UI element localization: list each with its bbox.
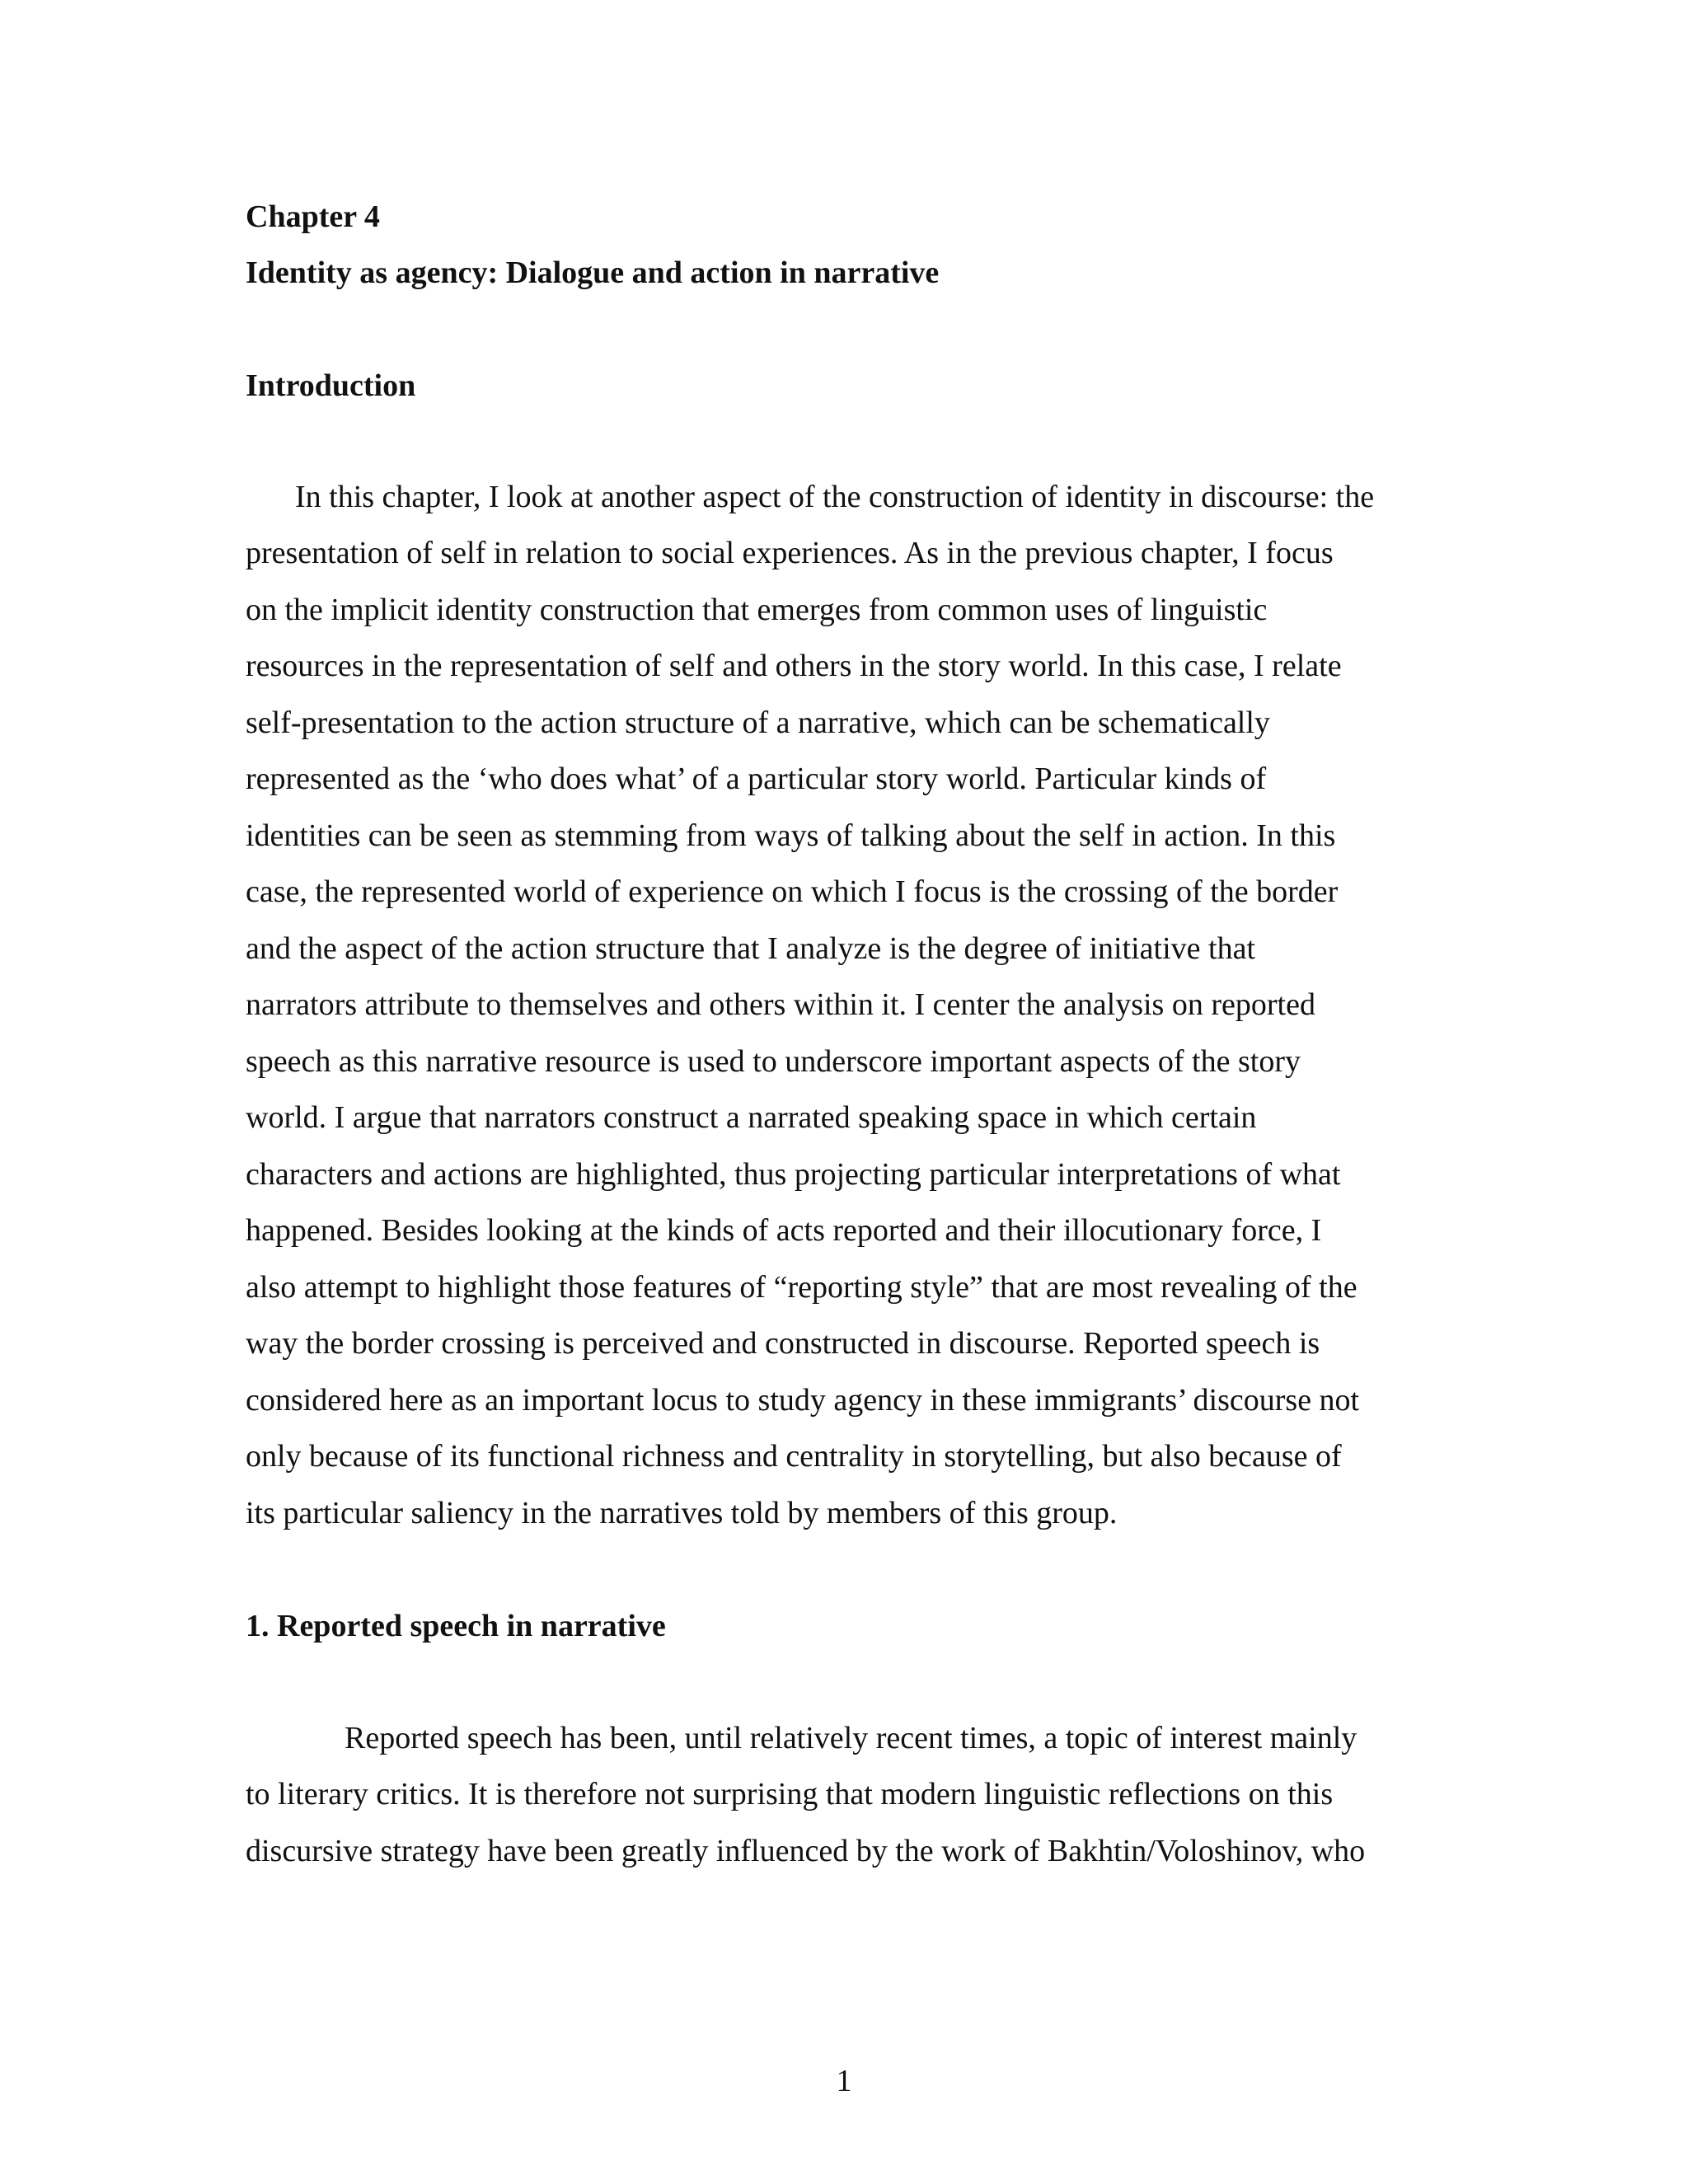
paragraph-line: its particular saliency in the narratives told by members of this group. xyxy=(246,1496,1118,1530)
paragraph-line: case, the represented world of experience on which I focus is the crossing of the border xyxy=(246,874,1339,909)
paragraph-line: self-presentation to the action structure of a narrative, which can be schematically xyxy=(246,705,1270,740)
paragraph-line: In this chapter, I look at another aspect of the construction of identity in discourse: the xyxy=(295,480,1375,514)
introduction-heading: Introduction xyxy=(246,368,416,403)
paragraph-line: narrators attribute to themselves and others within it. I center the analysis on reported xyxy=(246,987,1315,1022)
paragraph-line: Reported speech has been, until relatively recent times, a topic of interest mainly xyxy=(345,1721,1357,1755)
chapter-number: Chapter 4 xyxy=(246,199,380,234)
paragraph-line: speech as this narrative resource is used to underscore important aspects of the story xyxy=(246,1044,1301,1079)
paragraph-line: on the implicit identity construction that emerges from common uses of linguistic xyxy=(246,593,1268,627)
paragraph-line: way the border crossing is perceived and constructed in discourse. Reported speech is xyxy=(246,1326,1320,1361)
paragraph-line: and the aspect of the action structure that I analyze is the degree of initiative that xyxy=(246,931,1255,966)
section-heading: 1. Reported speech in narrative xyxy=(246,1609,666,1643)
paragraph-line: identities can be seen as stemming from ways of talking about the self in action. In this xyxy=(246,818,1336,853)
paragraph-line: characters and actions are highlighted, thus projecting particular interpretations of what xyxy=(246,1157,1341,1192)
paragraph-line: represented as the ‘who does what’ of a particular story world. Particular kinds of xyxy=(246,762,1267,796)
paragraph-line: only because of its functional richness and centrality in storytelling, but also because of xyxy=(246,1439,1342,1474)
paragraph-line: presentation of self in relation to social experiences. As in the previous chapter, I focus xyxy=(246,536,1334,570)
page-number: 1 xyxy=(836,2064,852,2098)
paragraph-line: to literary critics. It is therefore not surprising that modern linguistic reflections on this xyxy=(246,1777,1334,1811)
chapter-title: Identity as agency: Dialogue and action in narrative xyxy=(246,255,940,290)
paragraph-line: discursive strategy have been greatly influenced by the work of Bakhtin/Voloshinov, who xyxy=(246,1834,1366,1868)
paragraph-line: considered here as an important locus to study agency in these immigrants’ discourse not xyxy=(246,1383,1360,1418)
paragraph-line: resources in the representation of self and others in the story world. In this case, I relate xyxy=(246,649,1342,683)
paragraph-line: world. I argue that narrators construct a narrated speaking space in which certain xyxy=(246,1100,1257,1135)
paragraph-line: happened. Besides looking at the kinds of acts reported and their illocutionary force, I xyxy=(246,1213,1322,1248)
paragraph-line: also attempt to highlight those features of “reporting style” that are most revealing of the xyxy=(246,1270,1357,1305)
